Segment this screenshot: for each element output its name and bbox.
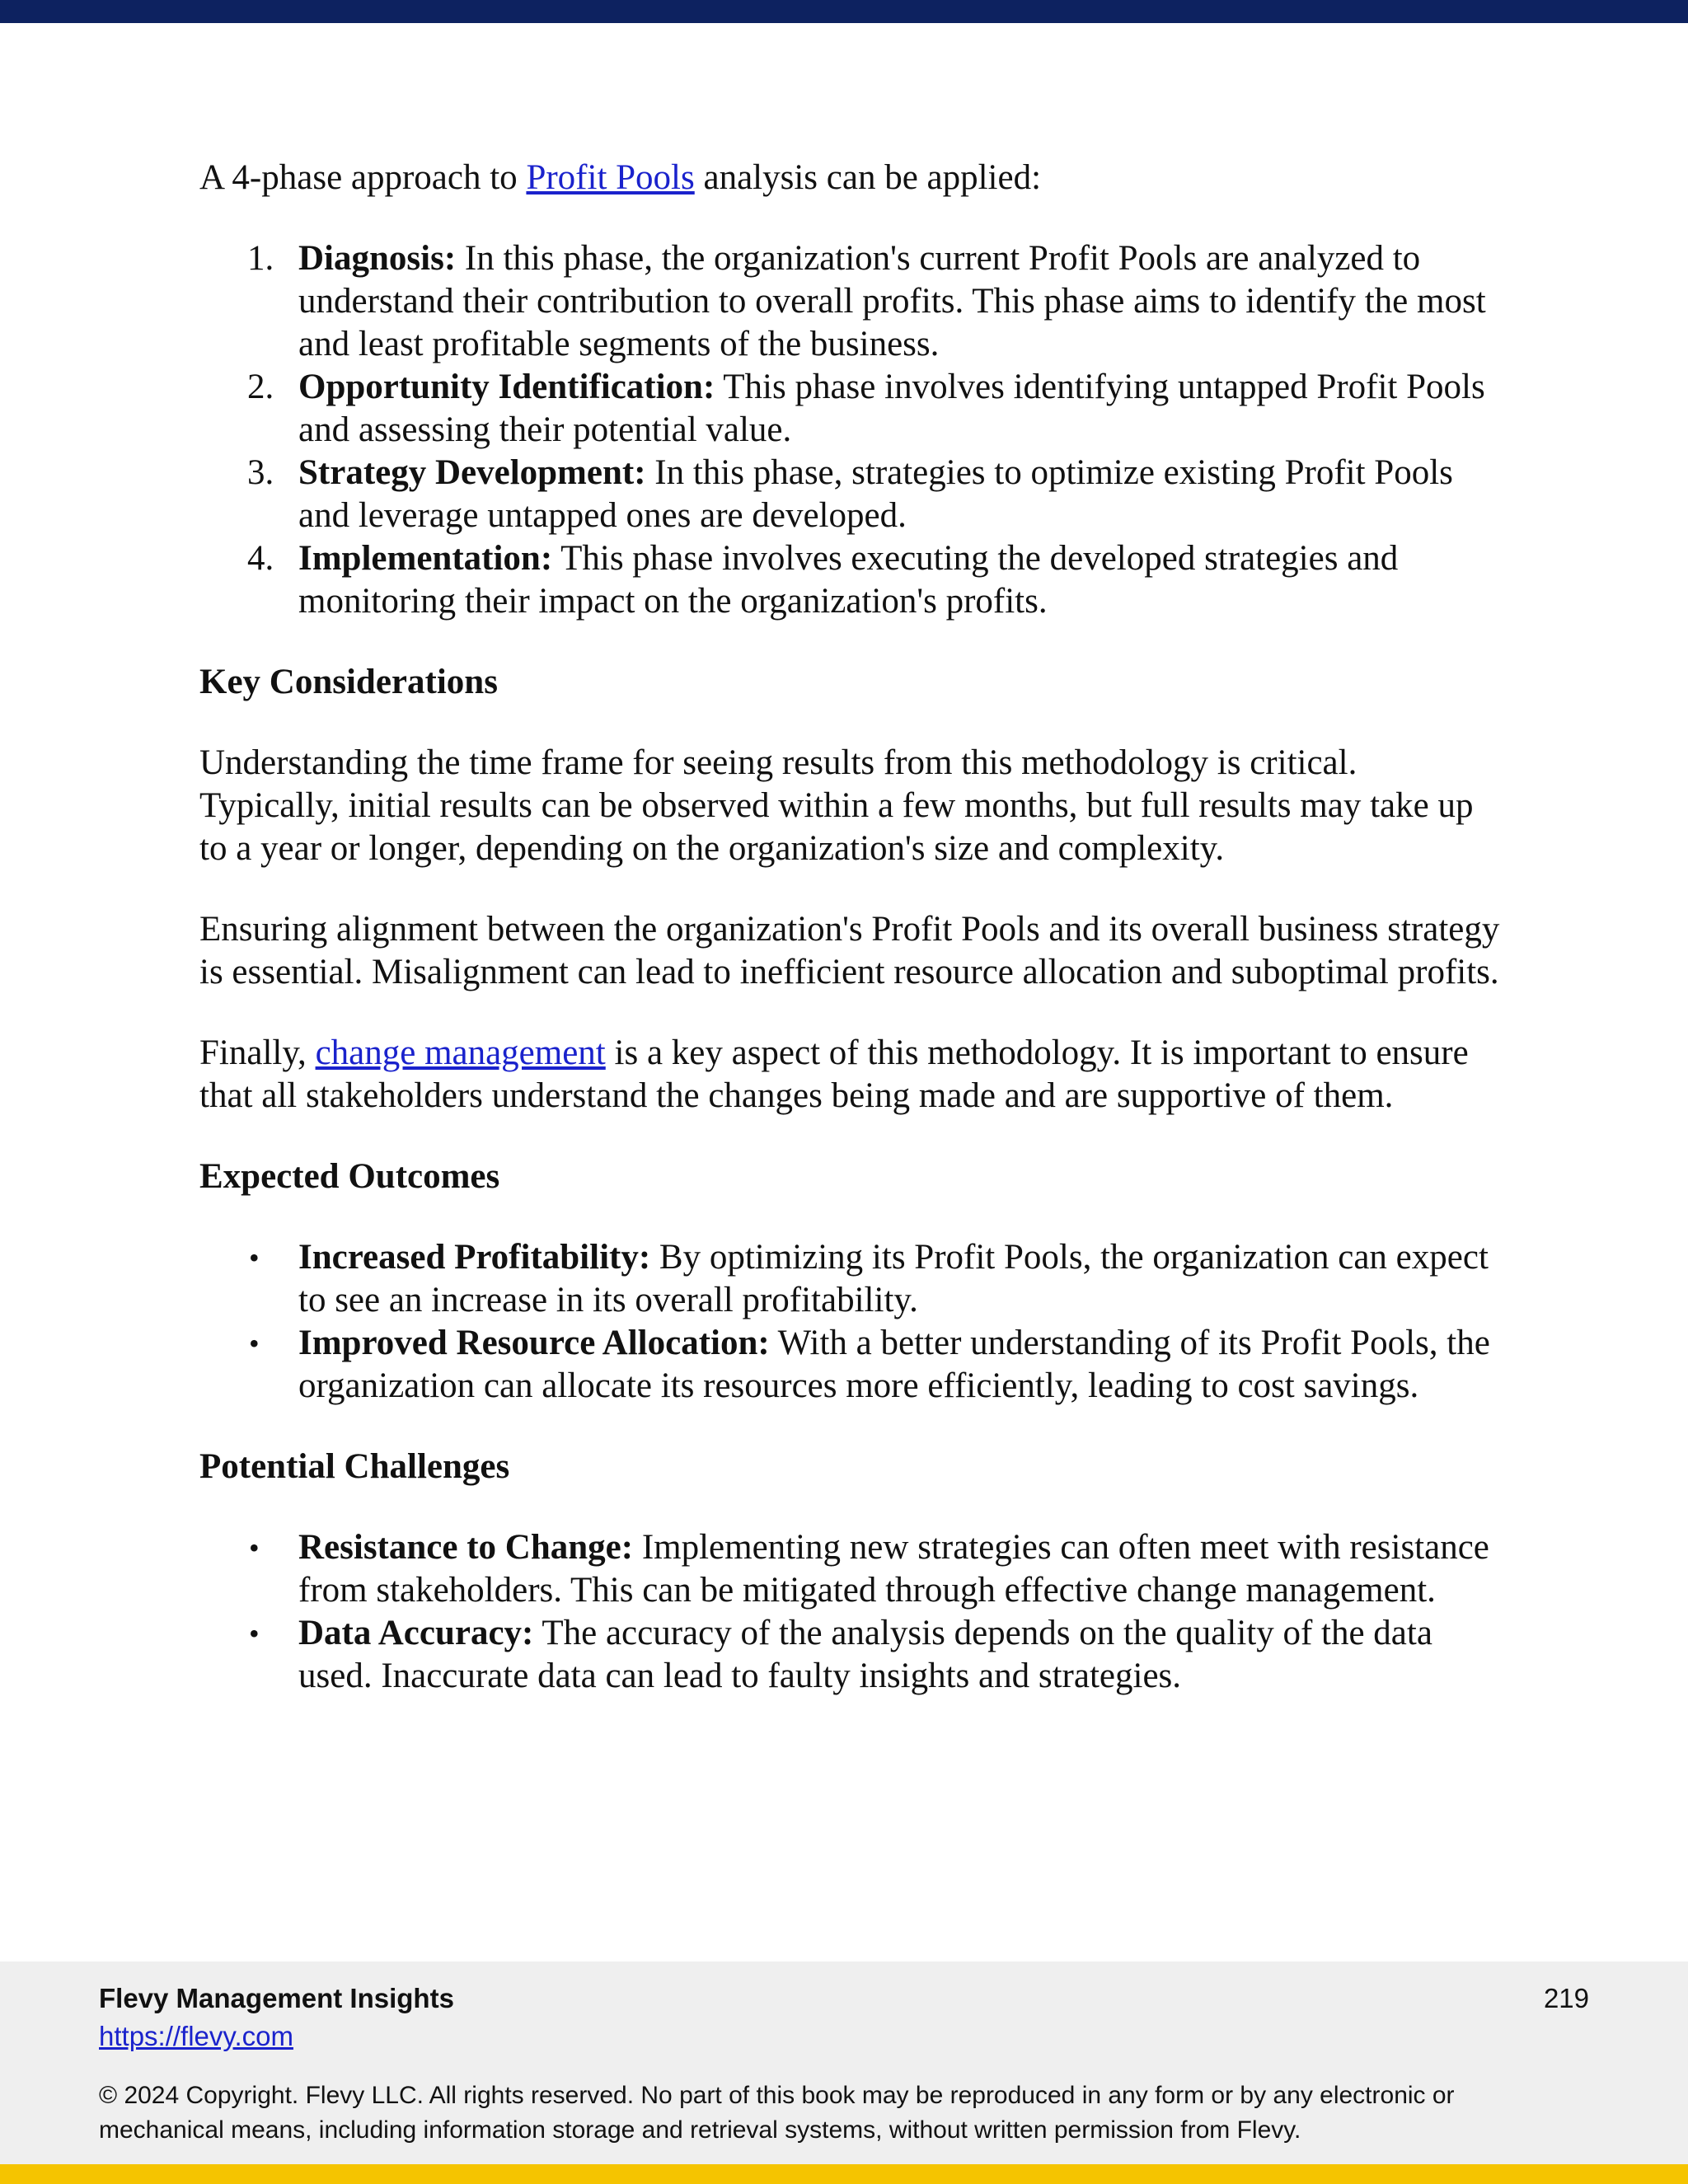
footer-url-link[interactable]: https://flevy.com — [99, 2021, 293, 2051]
item-lead: Strategy Development: — [298, 453, 646, 492]
item-text: This phase involves executing the developed strategies and monitoring their impact on the organization's profits. — [298, 539, 1399, 621]
item-text: In this phase, strategies to optimize existing Profit Pools and leverage untapped ones are developed. — [298, 453, 1453, 535]
bullet-icon: • — [249, 1617, 260, 1650]
challenges-list — [199, 1526, 1502, 1698]
list-item — [199, 1526, 1502, 1612]
top-accent-bar — [0, 0, 1688, 23]
page-content — [199, 157, 1502, 1736]
considerations-paragraph-1: Understanding the time frame for seeing results from this methodology is critical. Typically, initial results can be observed within a few months, but full results may take up to a year or longer, depending on the organization's size and complexity. — [199, 743, 1474, 868]
list-number: 3. — [247, 453, 274, 492]
key-considerations-heading: Key Considerations — [199, 663, 498, 701]
footer-title: Flevy Management Insights — [99, 1983, 454, 2013]
para3-text-after: is a key aspect of this methodology. It is important to ensure that all stakeholders understand the changes being made and are supportive of them. — [199, 1033, 1469, 1115]
list-item — [199, 1322, 1502, 1408]
page-footer — [0, 1961, 1688, 2164]
phases-list — [199, 237, 1502, 623]
change-management-link[interactable]: change management — [315, 1033, 606, 1072]
bullet-icon: • — [249, 1327, 260, 1360]
item-lead: Implementation: — [298, 539, 553, 578]
profit-pools-link[interactable]: Profit Pools — [526, 158, 695, 197]
list-number: 4. — [247, 539, 274, 578]
copyright-notice: © 2024 Copyright. Flevy LLC. All rights reserved. No part of this book may be reproduced in any form or by any electronic or mechanical means, including information storage and retrieval systems, without written permission from Flevy. — [99, 2082, 1455, 2144]
list-item — [199, 452, 1502, 537]
bottom-accent-bar — [0, 2164, 1688, 2184]
item-lead: Increased Profitability: — [298, 1238, 651, 1277]
considerations-paragraph-2: Ensuring alignment between the organization's Profit Pools and its overall business strategy is essential. Misalignment can lead to inefficient resource allocation and suboptimal profits. — [199, 910, 1500, 991]
list-item — [199, 1612, 1502, 1698]
item-lead: Resistance to Change: — [298, 1528, 634, 1567]
page-number: 219 — [1543, 1983, 1589, 2013]
para3-text-before: Finally, — [199, 1033, 316, 1072]
item-text: This phase involves identifying untapped Profit Pools and assessing their potential value. — [298, 368, 1485, 449]
item-lead: Data Accuracy: — [298, 1614, 534, 1652]
bullet-icon: • — [249, 1241, 260, 1274]
considerations-paragraph-3 — [199, 1032, 1502, 1118]
list-number: 2. — [247, 368, 274, 406]
item-lead: Diagnosis: — [298, 239, 457, 278]
outcomes-list — [199, 1236, 1502, 1408]
item-lead: Opportunity Identification: — [298, 368, 715, 406]
item-text: Implementing new strategies can often meet with resistance from stakeholders. This can be mitigated through effective change management. — [298, 1528, 1489, 1610]
list-number: 1. — [247, 239, 274, 278]
expected-outcomes-heading: Expected Outcomes — [199, 1157, 500, 1196]
item-lead: Improved Resource Allocation: — [298, 1324, 770, 1362]
potential-challenges-heading: Potential Challenges — [199, 1447, 510, 1486]
item-text: By optimizing its Profit Pools, the organization can expect to see an increase in its overall profitability. — [298, 1238, 1489, 1319]
list-item — [199, 1236, 1502, 1322]
item-text: In this phase, the organization's current Profit Pools are analyzed to understand their contribution to overall profits. This phase aims to identify the most and least profitable segments of the business. — [298, 239, 1486, 363]
item-text: With a better understanding of its Profit Pools, the organization can allocate its resources more efficiently, leading to cost savings. — [298, 1324, 1490, 1405]
intro-text-before: A 4-phase approach to — [199, 158, 527, 197]
item-text: The accuracy of the analysis depends on the quality of the data used. Inaccurate data can lead to faulty insights and strategies. — [298, 1614, 1432, 1695]
list-item — [199, 237, 1502, 366]
intro-paragraph — [199, 157, 1502, 199]
intro-text-after: analysis can be applied: — [694, 158, 1042, 197]
bullet-icon: • — [249, 1531, 260, 1564]
list-item — [199, 366, 1502, 452]
list-item — [199, 537, 1502, 623]
